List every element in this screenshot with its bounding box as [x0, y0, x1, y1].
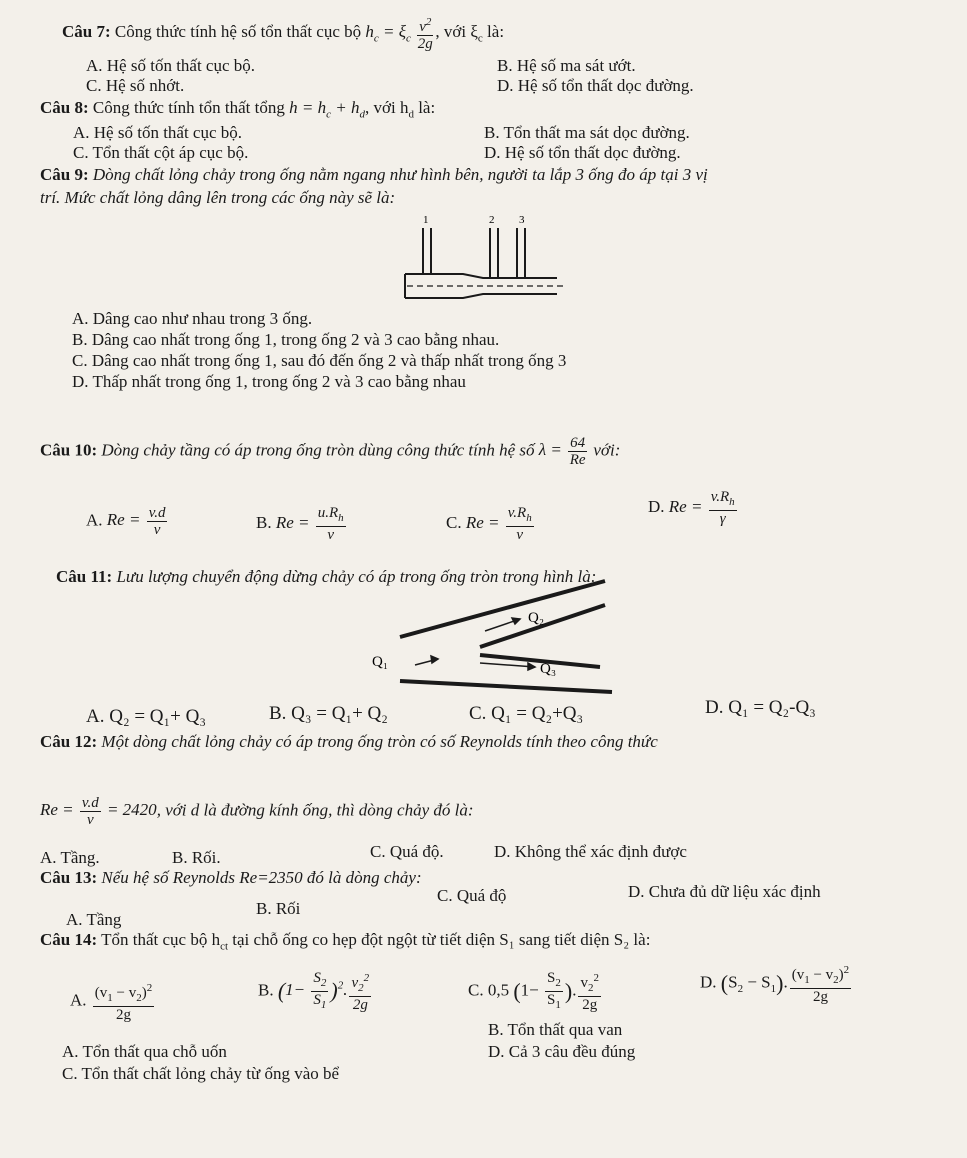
q14-option-c[interactable]: C. 0,5 (1− $\frac{S_2}{S_1}$ ). $\frac{v_2^2}{2g}$: [468, 970, 599, 1013]
q13-option-b[interactable]: B. Rối: [256, 899, 301, 918]
q12-option-b[interactable]: B. Rối.: [172, 848, 221, 867]
q15-option-c[interactable]: C. Tổn thất chất lỏng chảy từ ống vào bể: [62, 1064, 340, 1083]
q12-formula: Re = $\frac{v.d}{\nu}$ = 2420: [40, 795, 157, 828]
q12-stem-line2: Re = $\frac{v.d}{\nu}$ = 2420, với d là đường kính ống, thì dòng chảy đó là:: [40, 795, 474, 828]
q9-stem-line2: trí. Mức chất lỏng dâng lên trong các ống này sẽ là:: [40, 188, 396, 207]
q8-option-a[interactable]: A. Hệ số tốn thất cục bộ.: [73, 123, 243, 142]
q12-option-d[interactable]: D. Không thể xác định được: [494, 842, 687, 861]
q14-option-d[interactable]: D. $(S_2 - S_1)$. $\frac{(v_1 - v_2)^2}{2g}$: [700, 964, 850, 1005]
q12-stem: [40, 732, 658, 752]
q11-option-a[interactable]: A. Q₂ = Q₁+ Q₃: [86, 706, 206, 727]
q12-option-a[interactable]: A. Tầng.: [40, 848, 100, 867]
q11-option-b[interactable]: B. Q₃ = Q₁+ Q₂: [269, 703, 388, 724]
q12-option-c[interactable]: C. Quá độ.: [370, 842, 444, 861]
q8-option-b[interactable]: B. Tổn thất ma sát dọc đường.: [484, 123, 690, 142]
q11-option-c[interactable]: C. Q₁ = Q₂+Q₃: [469, 703, 584, 724]
q7-formula: $h_c = \xi_c$ $\frac{v^2}{2g}$: [365, 16, 433, 52]
q9-option-b[interactable]: B. Dâng cao nhất trong ống 1, trong ống 2 và 3 cao bằng nhau.: [72, 330, 500, 349]
q14-option-b[interactable]: B. (1− $\frac{S_2}{S_1}$ )$^2$. $\frac{v_2^2}{2g}$: [258, 970, 370, 1013]
q8-option-d[interactable]: D. Hệ số tổn thất dọc đường.: [484, 143, 681, 162]
q7-option-c[interactable]: C. Hệ số nhớt.: [86, 76, 185, 95]
q13-option-c[interactable]: C. Quá độ: [437, 886, 507, 905]
tube-label-2: 2: [489, 214, 495, 226]
q8-formula: $h = h_c + h_d$: [289, 98, 365, 121]
q10-formula: λ = $\frac{64}{Re}$: [538, 435, 586, 468]
q15-option-b[interactable]: B. Tổn thất qua van: [488, 1020, 623, 1039]
q7-stem: Câu 7: Công thức tính hệ số tổn thất cục bộ $h_c = \xi_c$ $\frac{v^2}{2g}$ , với $\xi_c$ là:: [62, 16, 505, 52]
q12-text: Một dòng chất lỏng chảy có áp trong ống tròn có số Reynolds tính theo công thức: [101, 732, 658, 751]
tube-label-1: 1: [423, 214, 429, 226]
q14-option-a[interactable]: A. $\frac{(v_1 - v_2)^2}{2g}$: [70, 982, 153, 1023]
q10-option-c[interactable]: C. Re = $\frac{v.R_h}{\nu}$: [446, 505, 532, 543]
q9-stem: [40, 165, 708, 185]
q9-option-a[interactable]: A. Dâng cao như nhau trong 3 ống.: [72, 309, 313, 328]
q9-pipe-diagram: [395, 208, 575, 308]
q11-branch-diagram: [360, 575, 620, 700]
q10-option-b[interactable]: B. Re = $\frac{u.R_h}{\nu}$: [256, 505, 344, 543]
q10-stem: Câu 10: Dòng chảy tầng có áp trong ống tròn dùng công thức tính hệ số λ = $\frac{64}{Re}$ với:: [40, 435, 621, 468]
q7-option-a[interactable]: A. Hệ số tốn thất cục bộ.: [86, 56, 256, 75]
q9-text: Dòng chất lỏng chảy trong ống nằm ngang như hình bên, người ta lắp 3 ống đo áp tại 3 vị: [92, 165, 708, 184]
q11-option-d[interactable]: D. Q₁ = Q₂-Q₃: [705, 697, 816, 718]
q8-stem: Câu 8: Công thức tính tổn thất tổng $h = h_c + h_d$, với $h_d$ là:: [40, 98, 436, 121]
tube-label-3: 3: [519, 214, 525, 226]
q15-option-a[interactable]: A. Tổn thất qua chỗ uốn: [62, 1042, 227, 1061]
q11-text: Lưu lượng chuyển động dừng chảy có áp trong ống tròn trong hình là:: [116, 567, 597, 586]
q10-option-a[interactable]: A. Re = $\frac{v.d}{\nu}$: [86, 505, 166, 538]
q12-number: Câu 12:: [40, 732, 98, 751]
q11-number: Câu 11:: [56, 567, 113, 586]
q13-option-a[interactable]: A. Tầng: [66, 910, 122, 929]
q7-option-d[interactable]: D. Hệ số tổn thất dọc đường.: [497, 76, 694, 95]
q14-stem: Câu 14: Tổn thất cục bộ $h_{ct}$ tại chỗ ống co hẹp đột ngột từ tiết diện S₁ sang tiết diện S₂ là:: [40, 930, 651, 953]
q15-option-d[interactable]: D. Cả 3 câu đều đúng: [488, 1042, 636, 1061]
q10-option-d[interactable]: D. Re = $\frac{v.R_h}{\gamma}$: [648, 489, 735, 527]
q9-option-d[interactable]: D. Thấp nhất trong ống 1, trong ống 2 và 3 cao bằng nhau: [72, 372, 466, 391]
flow-label-q3: Q₃: [540, 661, 557, 677]
q7-number: Câu 7:: [62, 21, 111, 41]
q14-number: Câu 14:: [40, 930, 98, 949]
q13-stem: [40, 868, 422, 888]
q7-text: Công thức tính hệ số tổn thất cục bộ: [114, 21, 362, 41]
q8-number: Câu 8:: [40, 98, 89, 117]
q7-option-b[interactable]: B. Hệ số ma sát ướt.: [497, 56, 636, 75]
q14-text: Tổn thất cục bộ h: [101, 930, 221, 949]
q13-text: Nếu hệ số Reynolds Re=2350 đó là dòng chảy:: [101, 868, 422, 887]
flow-label-q2: Q₂: [528, 610, 545, 626]
q13-option-d[interactable]: D. Chưa đủ dữ liệu xác định: [628, 882, 821, 901]
q8-text: Công thức tính tổn thất tổng: [92, 98, 285, 117]
q10-number: Câu 10:: [40, 440, 98, 460]
q9-option-c[interactable]: C. Dâng cao nhất trong ống 1, sau đó đến ống 2 và thấp nhất trong ống 3: [72, 351, 567, 370]
flow-label-q1: Q₁: [372, 654, 389, 670]
q10-text: Dòng chảy tầng có áp trong ống tròn dùng công thức tính hệ số: [101, 440, 535, 460]
q8-option-c[interactable]: C. Tổn thất cột áp cục bộ.: [73, 143, 249, 162]
q13-number: Câu 13:: [40, 868, 98, 887]
q9-number: Câu 9:: [40, 165, 89, 184]
